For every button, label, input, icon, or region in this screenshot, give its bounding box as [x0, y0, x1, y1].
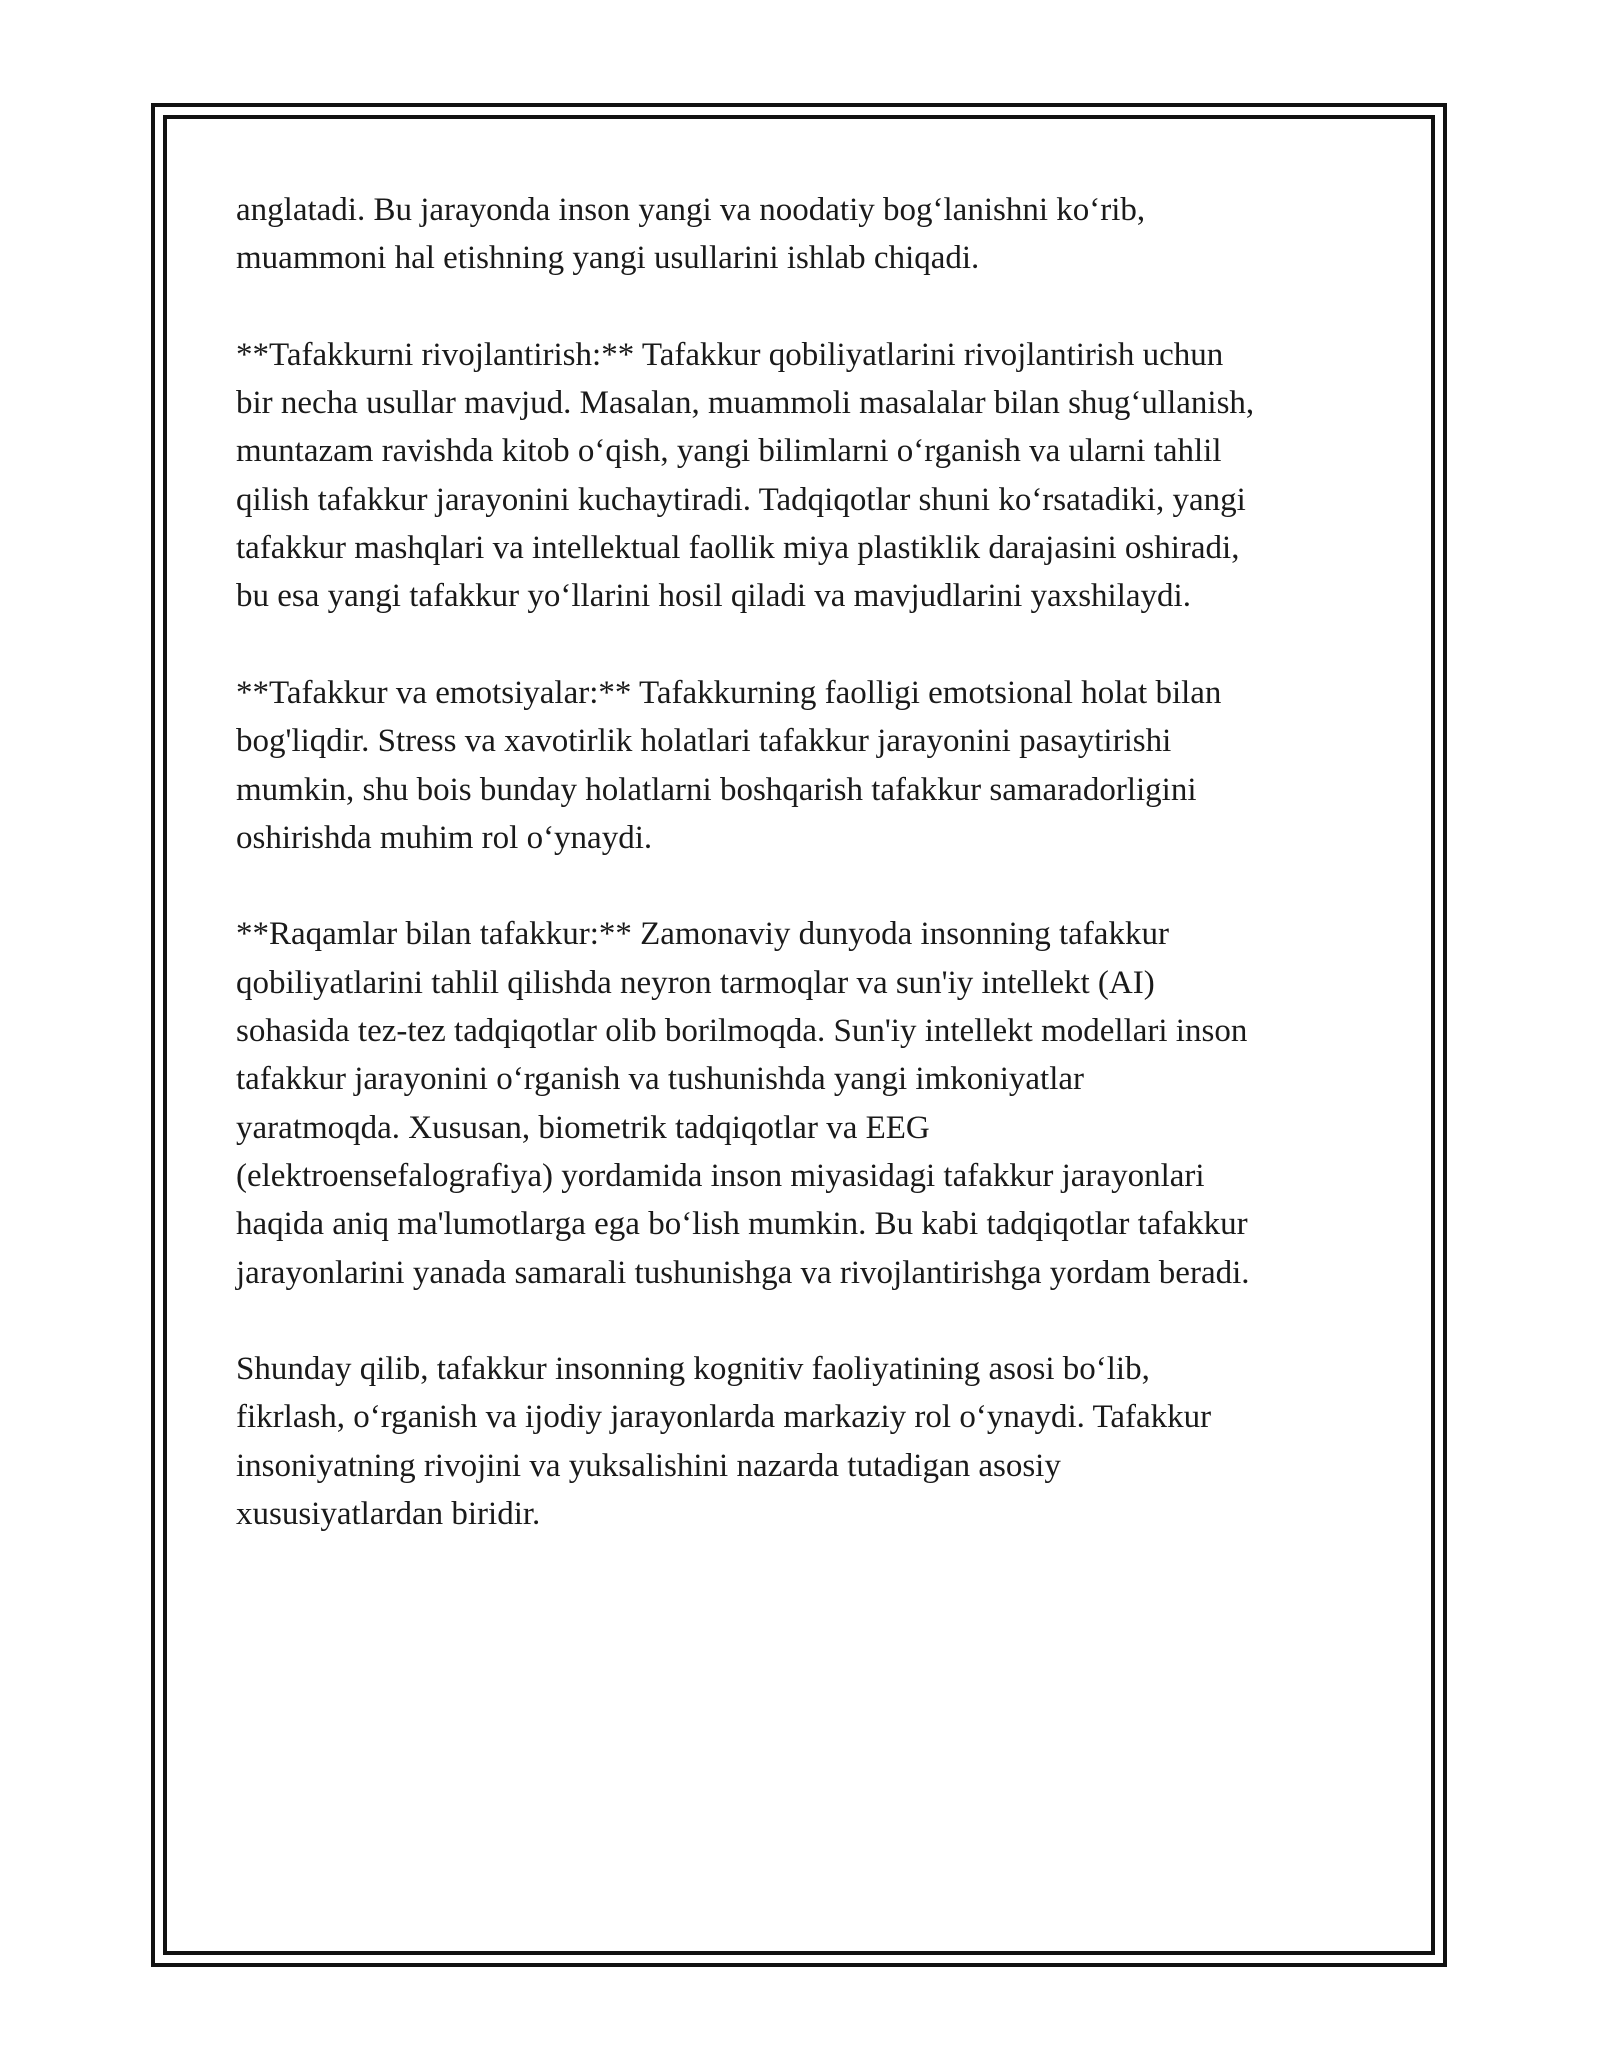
text-line: mumkin, shu bois bunday holatlarni boshqarish tafakkur samaradorligini [236, 771, 1197, 808]
text-line: muntazam ravishda kitob o‘qish, yangi bilimlarni o‘rganish va ularni tahlil [236, 433, 1222, 470]
paragraph-intro-continuation [236, 186, 1416, 283]
text-line: qilish tafakkur jarayonini kuchaytiradi. Tadqiqotlar shuni ko‘rsatadiki, yangi [236, 481, 1246, 518]
paragraph-raqamlar-bilan-tafakkur [236, 910, 1416, 1296]
text-line: **Tafakkur va emotsiyalar:** Tafakkurning faolligi emotsional holat bilan [236, 674, 1222, 711]
text-line: xususiyatlardan biridir. [236, 1496, 541, 1533]
text-line: yaratmoqda. Xususan, biometrik tadqiqotlar va EEG [236, 1109, 930, 1146]
text-line: sohasida tez-tez tadqiqotlar olib borilmoqda. Sun'iy intellekt modellari inson [236, 1013, 1248, 1050]
text-line: haqida aniq ma'lumotlarga ega bo‘lish mumkin. Bu kabi tadqiqotlar tafakkur [236, 1206, 1248, 1243]
text-line: (elektroensefalografiya) yordamida inson miyasidagi tafakkur jarayonlari [236, 1157, 1205, 1194]
paragraph-tafakkur-va-emotsiyalar [236, 669, 1416, 862]
text-line: Shunday qilib, tafakkur insonning kognitiv faoliyatining asosi bo‘lib, [236, 1351, 1150, 1388]
text-line: qobiliyatlarini tahlil qilishda neyron tarmoqlar va sun'iy intellekt (AI) [236, 964, 1155, 1001]
text-line: **Tafakkurni rivojlantirish:** Tafakkur qobiliyatlarini rivojlantirish uchun [236, 336, 1224, 373]
paragraph-tafakkurni-rivojlantirish [236, 331, 1416, 621]
text-line: insoniyatning rivojini va yuksalishini nazarda tutadigan asosiy [236, 1447, 1061, 1484]
text-line: **Raqamlar bilan tafakkur:** Zamonaviy dunyoda insonning tafakkur [236, 916, 1169, 953]
text-line: fikrlash, o‘rganish va ijodiy jarayonlarda markaziy rol o‘ynaydi. Tafakkur [236, 1399, 1212, 1436]
text-line: bog'liqdir. Stress va xavotirlik holatlari tafakkur jarayonini pasaytirishi [236, 723, 1172, 760]
text-line: muammoni hal etishning yangi usullarini ishlab chiqadi. [236, 240, 980, 277]
text-line: anglatadi. Bu jarayonda inson yangi va noodatiy bog‘lanishni ko‘rib, [236, 192, 1146, 228]
text-line: bu esa yangi tafakkur yo‘llarini hosil qiladi va mavjudlarini yaxshilaydi. [236, 578, 1191, 615]
text-line: jarayonlarini yanada samarali tushunishga va rivojlantirishga yordam beradi. [236, 1254, 1250, 1291]
text-line: oshirishda muhim rol o‘ynaydi. [236, 819, 653, 856]
text-line: tafakkur jarayonini o‘rganish va tushunishda yangi imkoniyatlar [236, 1061, 1085, 1098]
text-line: bir necha usullar mavjud. Masalan, muammoli masalalar bilan shug‘ullanish, [236, 385, 1255, 422]
paragraph-conclusion [236, 1345, 1416, 1538]
document-body [236, 186, 1416, 1587]
text-line: tafakkur mashqlari va intellektual faollik miya plastiklik darajasini oshiradi, [236, 530, 1240, 567]
